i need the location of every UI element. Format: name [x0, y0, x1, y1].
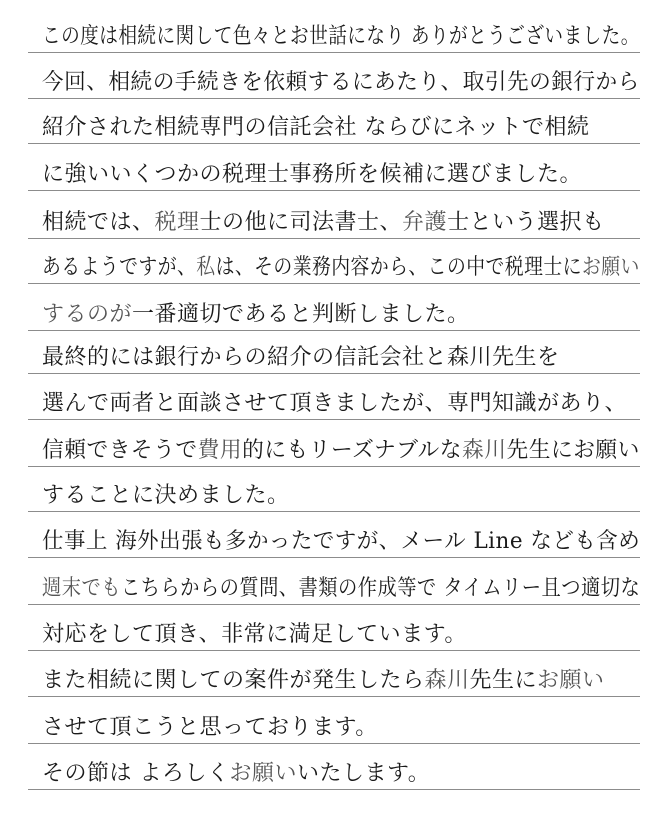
text-segment: こちらからの質問、書類の作成等で タイムリー且つ適切な	[120, 576, 641, 601]
text-segment: することに決めました。	[42, 483, 290, 508]
letter-line-text	[42, 26, 640, 48]
letter-line	[28, 529, 641, 558]
text-segment: お願い	[537, 668, 605, 693]
letter-line	[28, 715, 640, 744]
letter-line-text	[42, 578, 640, 600]
text-segment: その節は よろしく	[42, 761, 230, 786]
letter-line-text	[42, 347, 560, 369]
text-segment: 私	[196, 255, 216, 280]
letter-line-text	[42, 763, 430, 785]
letter-line-text	[42, 531, 640, 553]
letter-line	[28, 668, 640, 697]
text-segment: 一番適切であると判断しました。	[132, 302, 470, 327]
letter-line	[28, 255, 640, 284]
text-segment: 今回、相続の手続きを依頼するにあたり、取引先の銀行から	[42, 70, 640, 95]
text-segment: 税理	[154, 210, 200, 235]
letter-line-text	[42, 624, 467, 646]
text-segment: あるようですが、	[42, 255, 197, 280]
letter-line-text	[42, 117, 590, 139]
text-segment: 弁護	[402, 210, 448, 235]
text-segment: は、その業務内容から、この中で税理士に	[215, 255, 582, 280]
letter-line	[28, 576, 641, 605]
text-segment: 費用	[197, 438, 243, 463]
text-segment: させて頂こうと思っております。	[42, 715, 378, 740]
text-segment: いたします。	[297, 761, 431, 786]
letter-line	[28, 24, 640, 53]
text-segment: 先生に	[469, 668, 538, 693]
text-segment: 仕事上 海外出張も多かったですが、メール Line なども含め	[42, 529, 641, 554]
letter-line-text	[42, 485, 290, 507]
text-segment: 士の他に司法書士、	[199, 210, 403, 235]
text-segment: 森川	[424, 668, 470, 693]
text-segment: 信頼できそうで	[42, 438, 198, 463]
text-segment: 対応をして頂き、非常に満足しています。	[42, 622, 467, 647]
text-segment: 士という選択も	[447, 210, 605, 235]
letter-line	[28, 302, 640, 331]
letter-line	[28, 438, 640, 467]
letter-line	[28, 210, 640, 239]
letter-line-text	[42, 717, 378, 739]
letter-line-text	[42, 393, 627, 415]
letter-line-text	[42, 304, 470, 326]
letter-line	[28, 345, 640, 374]
letter-line	[28, 761, 640, 790]
text-segment: お願い	[581, 255, 640, 280]
letter-line-text	[42, 212, 605, 234]
text-segment: 選んで両者と面談させて頂きましたが、専門知識があり、	[42, 391, 628, 416]
letter-line	[28, 391, 640, 420]
letter-line	[28, 115, 640, 144]
text-segment: 最終的には銀行からの紹介の信託会社と森川先生を	[42, 345, 560, 370]
text-segment: また相続に関しての案件が発生したら	[42, 668, 425, 693]
text-segment: するのが	[42, 302, 133, 327]
letter-line-text	[42, 164, 582, 186]
text-segment: お願い	[229, 761, 298, 786]
letter-line-text	[42, 257, 640, 279]
text-segment: に強いいくつかの税理士事務所を候補に選びました。	[42, 162, 583, 187]
text-segment: 的にもリーズナブルな	[242, 438, 463, 463]
text-segment: この度は相続に関して色々とお世話になり ありがとうございました。	[42, 24, 640, 49]
letter-line-text	[42, 440, 640, 462]
letter-line	[28, 622, 640, 651]
text-segment: 森川	[462, 438, 507, 463]
letter-line-text	[42, 72, 640, 94]
text-segment: 紹介された相続専門の信託会社 ならびにネットで相続	[42, 115, 590, 140]
text-segment: 週末でも	[42, 576, 121, 601]
text-segment: 相続では、	[42, 210, 155, 235]
letter-line	[28, 70, 640, 99]
text-segment: 先生にお願い	[506, 438, 640, 463]
letter-line-text	[42, 670, 605, 692]
letter-line	[28, 162, 640, 191]
letter-line	[28, 483, 640, 512]
